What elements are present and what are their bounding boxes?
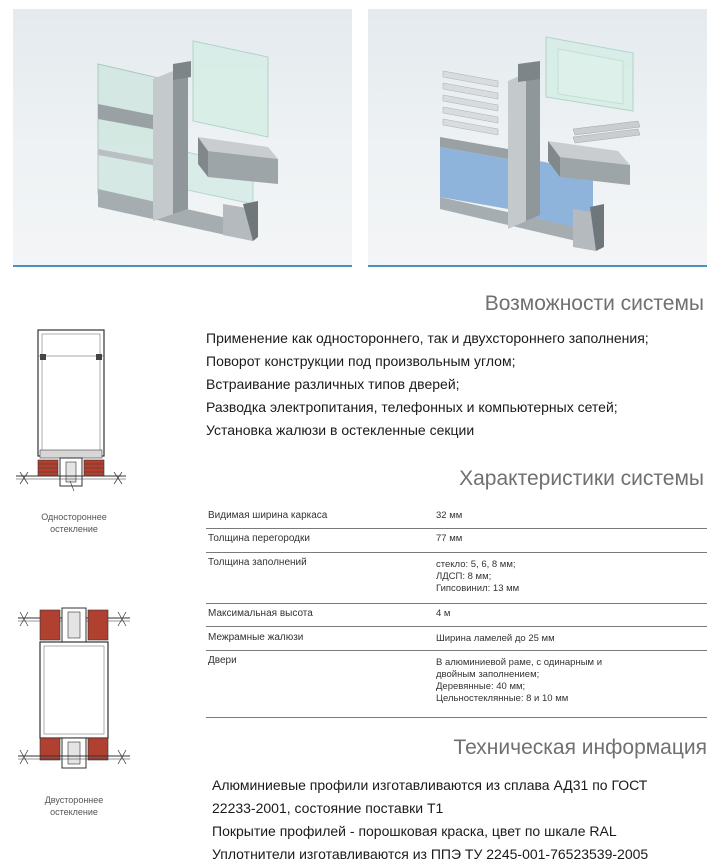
tech-title: Техническая информация bbox=[453, 736, 707, 759]
spec-label: Видимая ширина каркаса bbox=[208, 510, 328, 521]
specs-title: Характеристики системы bbox=[459, 467, 704, 490]
features-list bbox=[206, 327, 649, 442]
spec-label: Двери bbox=[208, 655, 237, 666]
caption-line: остекление bbox=[50, 807, 98, 817]
spec-value: В алюминиевой раме, с одинарным и двойным заполнением; Деревянные: 40 мм; Цельностеклянные: 8 и 10 мм bbox=[436, 657, 603, 704]
caption-line: остекление bbox=[50, 524, 98, 534]
caption-line: Двустороннее bbox=[44, 795, 104, 805]
single-glazing-section-drawing bbox=[14, 326, 134, 496]
double-glazing-caption bbox=[14, 794, 134, 818]
tech-line: 22233-2001, состояние поставки Т1 bbox=[212, 800, 444, 816]
specs-table bbox=[206, 505, 707, 718]
spec-row bbox=[206, 529, 707, 553]
spec-row bbox=[206, 651, 707, 718]
feature-item: Разводка электропитания, телефонных и компьютерных сетей; bbox=[206, 399, 618, 415]
single-glazing-caption bbox=[14, 511, 134, 535]
spec-value: 77 мм bbox=[436, 533, 463, 544]
photo-accent-bar bbox=[13, 265, 352, 267]
profile-render-illustration bbox=[368, 9, 707, 267]
tech-line: Алюминиевые профили изготавливаются из сплава АД31 по ГОСТ bbox=[212, 777, 648, 793]
spec-label: Максимальная высота bbox=[208, 608, 313, 619]
spec-row bbox=[206, 553, 707, 604]
spec-row bbox=[206, 627, 707, 651]
spec-row bbox=[206, 505, 707, 529]
profile-render-illustration bbox=[13, 9, 352, 267]
spec-label: Толщина перегородки bbox=[208, 533, 310, 544]
spec-value: 4 м bbox=[436, 608, 451, 619]
spec-row bbox=[206, 604, 707, 627]
double-glazing-section-drawing bbox=[14, 604, 134, 776]
spec-value: стекло: 5, 6, 8 мм; ЛДСП: 8 мм; Гипсовинил: 13 мм bbox=[436, 559, 520, 594]
spec-value: Ширина ламелей до 25 мм bbox=[436, 633, 555, 644]
tech-line: Покрытие профилей - порошковая краска, цвет по шкале RAL bbox=[212, 823, 617, 839]
tech-line: Уплотнители изготавливаются из ППЭ ТУ 2245-001-76523539-2005 bbox=[212, 846, 649, 862]
spec-value: 32 мм bbox=[436, 510, 463, 521]
feature-item: Применение как одностороннего, так и двухстороннего заполнения; bbox=[206, 330, 649, 346]
feature-item: Установка жалюзи в остекленные секции bbox=[206, 422, 475, 438]
photo-accent-bar bbox=[368, 265, 707, 267]
double-glazing-photo bbox=[368, 9, 707, 267]
feature-item: Встраивание различных типов дверей; bbox=[206, 376, 460, 392]
spec-label: Межрамные жалюзи bbox=[208, 632, 304, 643]
single-glazing-photo bbox=[13, 9, 352, 267]
spec-label: Толщина заполнений bbox=[208, 557, 307, 568]
feature-item: Поворот конструкции под произвольным углом; bbox=[206, 353, 516, 369]
caption-line: Одностороннее bbox=[41, 512, 107, 522]
tech-info-list bbox=[212, 774, 648, 866]
features-title: Возможности системы bbox=[484, 292, 704, 315]
